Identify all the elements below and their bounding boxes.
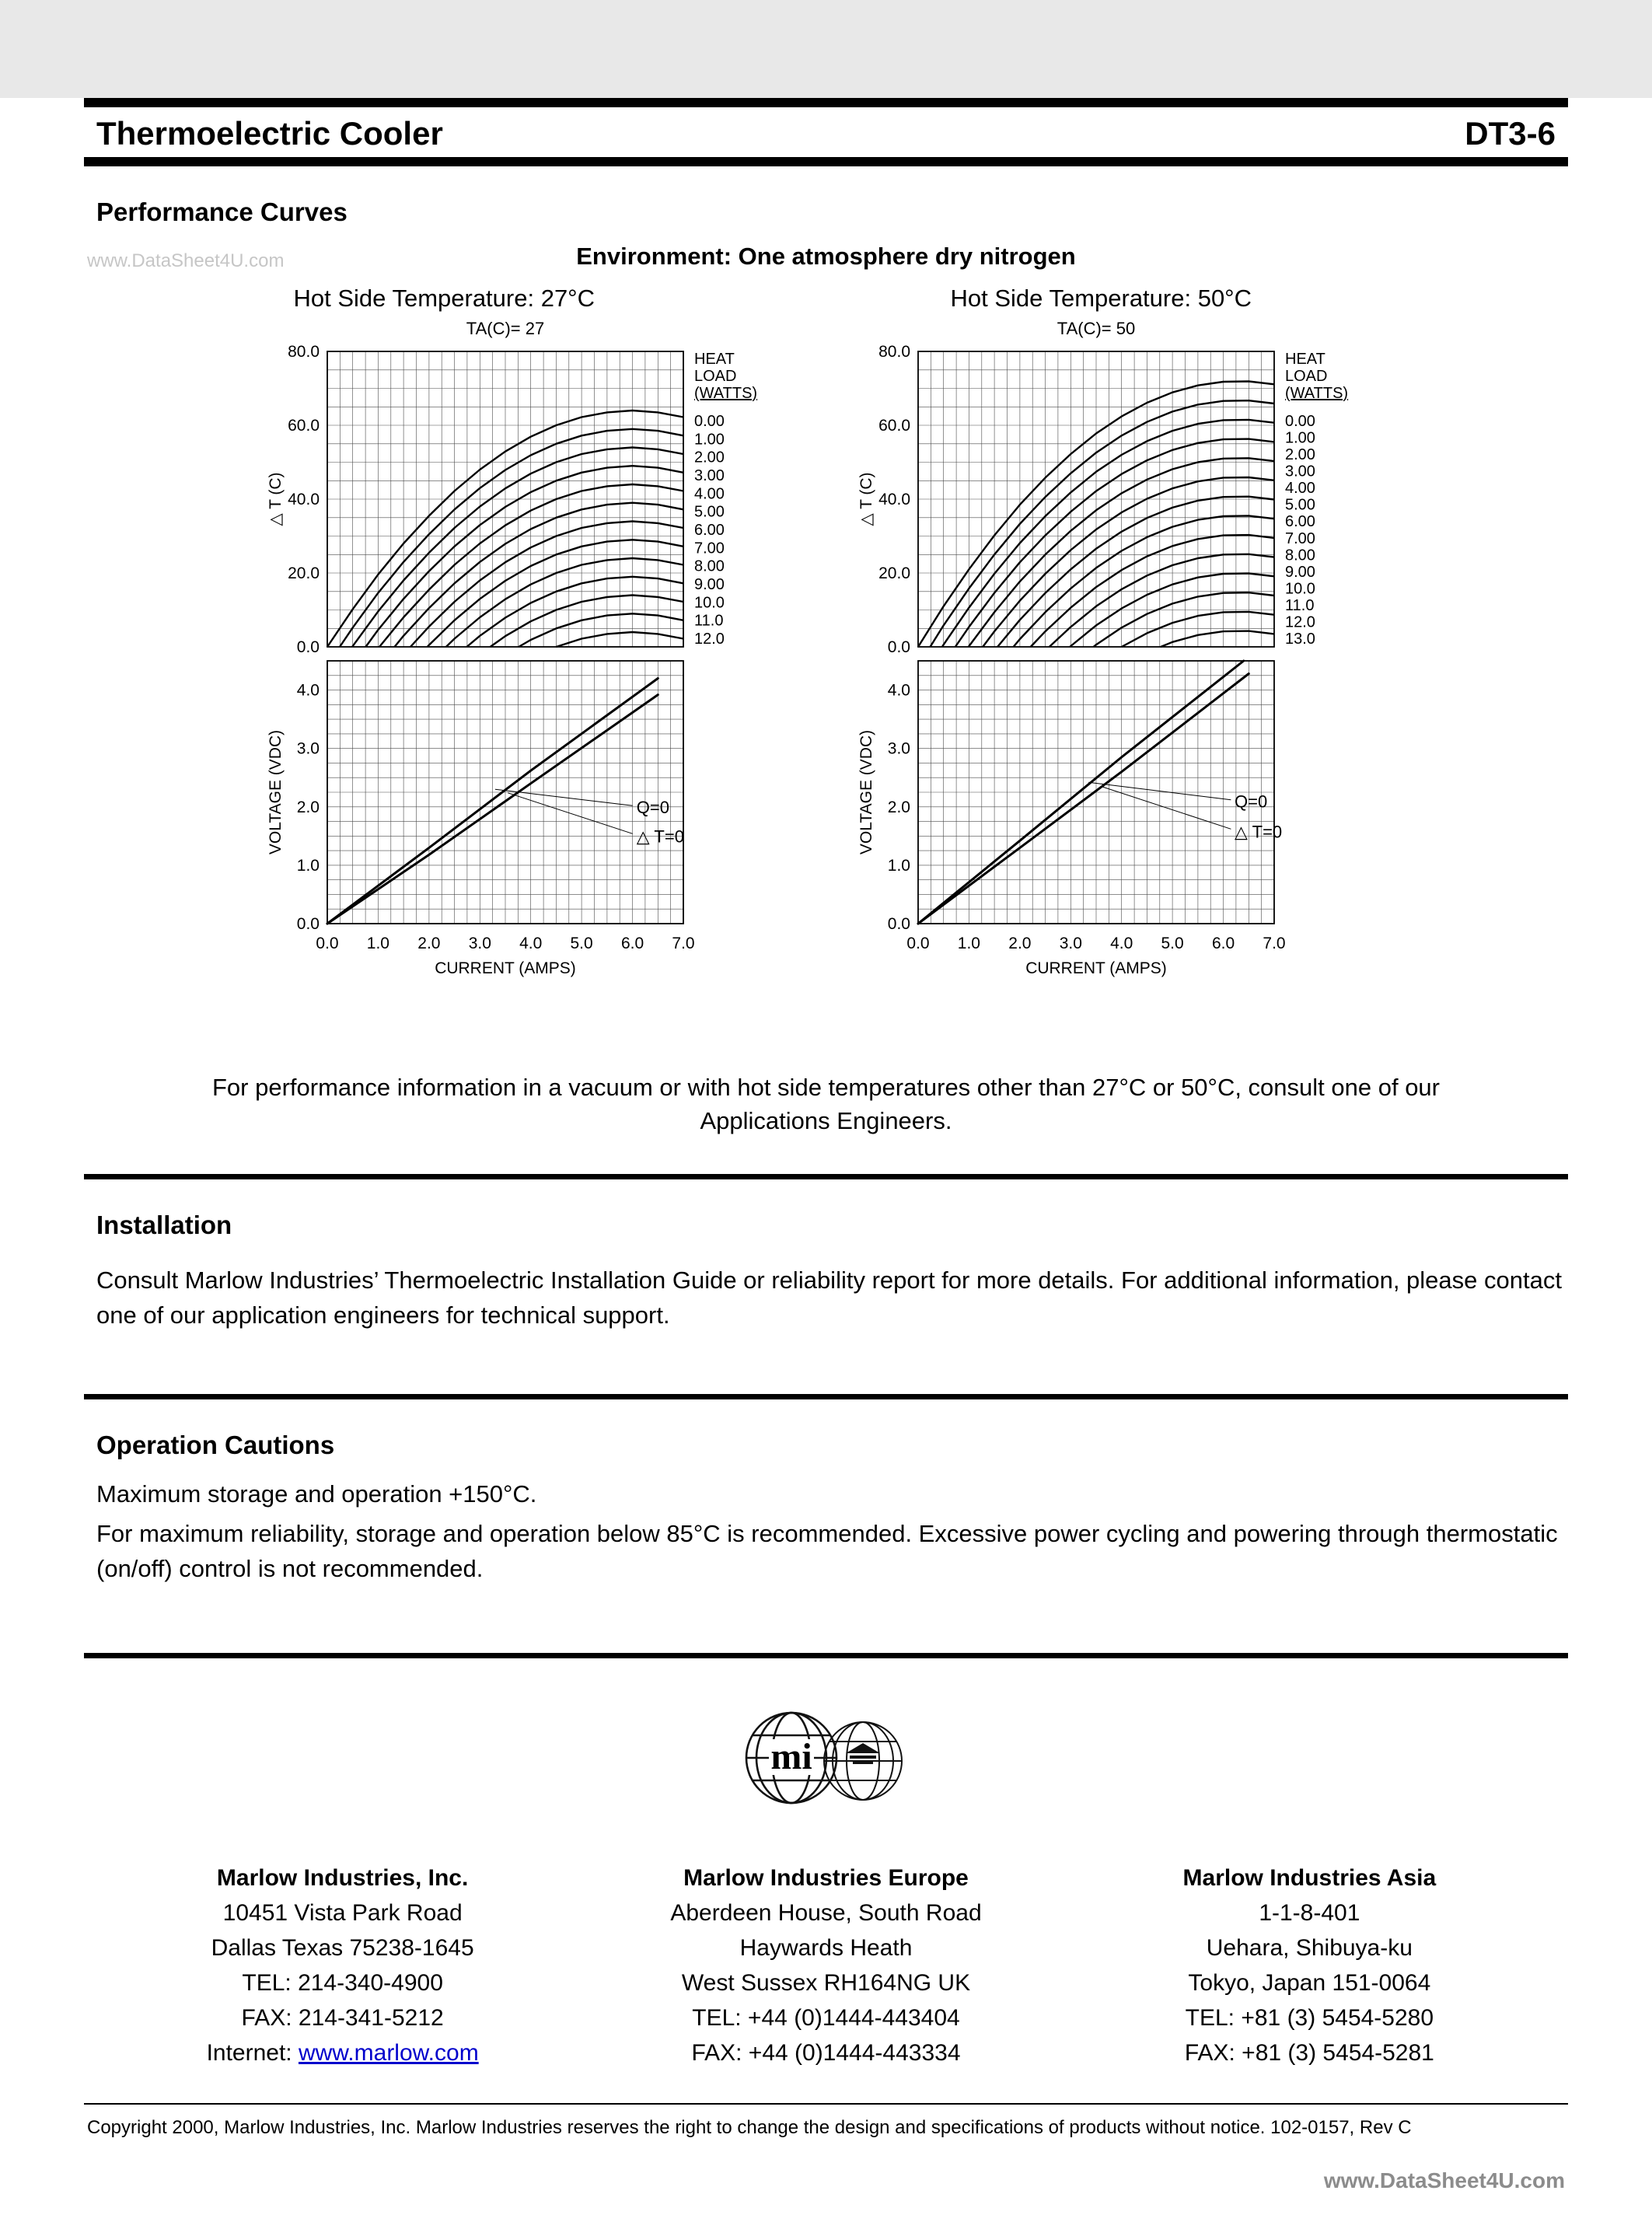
hot-side-label-27c: Hot Side Temperature: 27°C	[293, 285, 595, 312]
svg-text:6.0: 6.0	[620, 935, 644, 952]
performance-note-line2: Applications Engineers.	[700, 1107, 952, 1135]
cautions-line2: For maximum reliability, storage and operation below 85°C is recommended. Excessive power cycling and powering through thermostatic (on/off) control is not recommended.	[96, 1519, 1558, 1582]
legend-value: 1.00	[693, 431, 725, 449]
cautions-line1: Maximum storage and operation +150°C.	[96, 1480, 537, 1508]
company-internet-line	[115, 2035, 570, 2070]
legend-value: 4.00	[1284, 480, 1315, 498]
company-line: Tokyo, Japan 151-0064	[1188, 1970, 1431, 1997]
legend-value: 8.00	[1284, 547, 1315, 564]
legend-title-line: HEAT	[693, 351, 735, 368]
company-columns	[84, 1860, 1568, 2070]
company-line: West Sussex RH164NG UK	[681, 1970, 971, 1997]
legend-title-line: LOAD	[693, 368, 736, 385]
watermark-top: www.DataSheet4U.com	[87, 250, 285, 271]
header-rule-bottom	[84, 157, 1568, 166]
svg-text:0.0: 0.0	[887, 915, 910, 933]
chart-27c-svg-mount	[259, 316, 803, 1029]
logo-wrap	[84, 1694, 1568, 1826]
legend-value: 0.00	[1284, 413, 1315, 430]
legend-value: 5.00	[1284, 496, 1315, 514]
legend-value: 1.00	[1284, 429, 1315, 447]
legend-title-line: LOAD	[1284, 368, 1327, 385]
company-line: Uehara, Shibuya-ku	[1206, 1935, 1413, 1962]
svg-text:0.0: 0.0	[315, 935, 339, 952]
company-line: Haywards Heath	[739, 1935, 913, 1962]
company-line: TEL: +44 (0)1444-443404	[692, 2005, 960, 2032]
performance-note	[84, 1071, 1568, 1138]
svg-text:4.0: 4.0	[519, 935, 542, 952]
svg-text:80.0: 80.0	[287, 343, 320, 361]
chart-grid	[327, 351, 683, 924]
voltage-line-label: △ T=0	[1234, 822, 1282, 842]
header-rule-top	[84, 98, 1568, 107]
company-line: FAX: +44 (0)1444-443334	[691, 2040, 961, 2067]
chart-50c-svg-mount	[850, 316, 1394, 1029]
x-axis-title: CURRENT (AMPS)	[1025, 959, 1167, 977]
performance-chart-svg	[850, 316, 1386, 1025]
legend-value: 12.0	[1284, 613, 1315, 631]
svg-text:3.0: 3.0	[468, 935, 491, 952]
internet-label: Internet:	[206, 2040, 299, 2067]
svg-text:1.0: 1.0	[957, 935, 980, 952]
legend-value: 5.00	[693, 503, 725, 521]
cautions-rule	[84, 1394, 1568, 1399]
legend-value: 2.00	[1284, 446, 1315, 464]
chart-grid	[918, 351, 1274, 924]
svg-text:4.0: 4.0	[296, 681, 320, 700]
cautions-heading: Operation Cautions	[96, 1430, 335, 1459]
logo-right-globe	[824, 1722, 902, 1800]
company-column	[1082, 1860, 1537, 2070]
legend-value: 9.00	[693, 576, 725, 593]
voltage-line-label: Q=0	[1234, 791, 1267, 812]
legend-value: 8.00	[693, 557, 725, 575]
svg-text:0.0: 0.0	[887, 638, 910, 656]
company-line: TEL: 214-340-4900	[242, 1970, 443, 1997]
legend-value: 11.0	[693, 612, 723, 630]
marlow-website-link[interactable]: www.marlow.com	[298, 2040, 479, 2067]
performance-note-line1: For performance information in a vacuum or with hot side temperatures other than 27°C or 50°C, consult one of our	[211, 1074, 1441, 1101]
svg-text:60.0: 60.0	[878, 417, 910, 435]
legend-value: 10.0	[1284, 580, 1315, 598]
svg-text:80.0: 80.0	[878, 343, 910, 361]
voltage-axis-title: VOLTAGE (VDC)	[266, 729, 285, 855]
legend-value: 6.00	[1284, 513, 1315, 531]
performance-curves-heading: Performance Curves	[96, 197, 348, 226]
company-column	[599, 1860, 1053, 2070]
company-column	[115, 1860, 570, 2070]
datasheet-page	[0, 98, 1652, 2236]
environment-line: Environment: One atmosphere dry nitrogen	[576, 243, 1076, 270]
company-line: Dallas Texas 75238-1645	[211, 1935, 474, 1962]
svg-text:60.0: 60.0	[287, 417, 320, 435]
voltage-axis-title: VOLTAGE (VDC)	[857, 729, 875, 855]
delta-t-axis-title: △ T (C)	[857, 472, 875, 526]
company-line: FAX: 214-341-5212	[241, 2005, 444, 2032]
performance-chart-50c	[850, 275, 1394, 1029]
company-name: Marlow Industries Asia	[1182, 1865, 1437, 1892]
svg-text:5.0: 5.0	[569, 935, 593, 952]
svg-text:4.0: 4.0	[887, 681, 910, 700]
installation-heading: Installation	[96, 1210, 232, 1239]
svg-text:5.0: 5.0	[1160, 935, 1184, 952]
svg-text:7.0: 7.0	[671, 935, 695, 952]
svg-text:3.0: 3.0	[1059, 935, 1082, 952]
svg-text:0.0: 0.0	[296, 638, 320, 656]
hot-side-label-50c: Hot Side Temperature: 50°C	[950, 285, 1252, 312]
svg-text:1.0: 1.0	[366, 935, 389, 952]
company-line: 10451 Vista Park Road	[222, 1900, 463, 1927]
company-line: Aberdeen House, South Road	[670, 1900, 982, 1927]
x-axis-title: CURRENT (AMPS)	[434, 959, 576, 977]
legend-value: 2.00	[693, 449, 725, 466]
legend-value: 3.00	[1284, 463, 1315, 480]
marlow-logo	[729, 1694, 924, 1826]
svg-text:3.0: 3.0	[296, 739, 320, 758]
svg-text:20.0: 20.0	[878, 564, 910, 582]
footer-top-rule	[84, 1653, 1568, 1658]
legend-value: 0.00	[693, 413, 725, 430]
page-title: Thermoelectric Cooler	[96, 115, 443, 152]
company-line: TEL: +81 (3) 5454-5280	[1185, 2005, 1434, 2032]
svg-text:3.0: 3.0	[887, 739, 910, 758]
legend-value: 6.00	[693, 522, 725, 539]
svg-text:40.0: 40.0	[878, 491, 910, 508]
svg-text:1.0: 1.0	[887, 856, 910, 875]
legend-value: 7.00	[1284, 529, 1315, 547]
installation-rule	[84, 1174, 1568, 1179]
svg-text:7.0: 7.0	[1262, 935, 1286, 952]
charts-row	[84, 275, 1568, 1029]
performance-chart-27c	[259, 275, 803, 1029]
copyright-line: Copyright 2000, Marlow Industries, Inc. Marlow Industries reserves the right to change the design and specifications of products without notice. 102-0157, Rev C	[87, 2117, 1412, 2139]
label-leader-lines	[494, 789, 632, 833]
chart-title: TA(C)= 27	[466, 319, 544, 338]
legend-title-line: (WATTS)	[1284, 385, 1348, 402]
svg-text:0.0: 0.0	[296, 915, 320, 933]
legend-value: 4.00	[693, 485, 725, 503]
performance-chart-svg	[259, 316, 795, 1025]
installation-body: Consult Marlow Industries’ Thermoelectric Installation Guide or reliability report for more details. For additional information, please contact one of our application engineers for technical support.	[96, 1266, 1562, 1329]
svg-text:2.0: 2.0	[296, 798, 320, 816]
svg-text:40.0: 40.0	[287, 491, 320, 508]
delta-t-axis-title: △ T (C)	[266, 472, 285, 526]
svg-text:4.0: 4.0	[1109, 935, 1133, 952]
company-line: FAX: +81 (3) 5454-5281	[1184, 2040, 1434, 2067]
svg-text:0.0: 0.0	[906, 935, 930, 952]
svg-text:2.0: 2.0	[417, 935, 441, 952]
svg-text:6.0: 6.0	[1211, 935, 1235, 952]
company-name: Marlow Industries, Inc.	[216, 1865, 469, 1892]
svg-text:1.0: 1.0	[296, 856, 320, 875]
site-watermark: www.DataSheet4U.com	[1323, 2168, 1565, 2193]
legend-title-line: HEAT	[1284, 351, 1325, 368]
legend-value: 10.0	[693, 594, 725, 612]
company-line: 1-1-8-401	[1259, 1900, 1360, 1927]
header	[84, 107, 1568, 157]
copyright-rule	[84, 2103, 1568, 2105]
logo-mi-text: mi	[770, 1736, 812, 1778]
legend-value: 3.00	[693, 467, 725, 484]
legend-value: 13.0	[1284, 631, 1315, 648]
voltage-line-label: △ T=0	[636, 826, 684, 847]
company-name: Marlow Industries Europe	[683, 1865, 969, 1892]
legend-value: 7.00	[693, 540, 725, 557]
legend-value: 9.00	[1284, 563, 1315, 581]
part-number: DT3-6	[1465, 115, 1556, 152]
legend-value: 11.0	[1284, 596, 1314, 614]
chart-title: TA(C)= 50	[1057, 319, 1135, 338]
voltage-line-label: Q=0	[636, 797, 669, 817]
legend-value: 12.0	[693, 631, 725, 648]
svg-text:2.0: 2.0	[887, 798, 910, 816]
legend-title-line: (WATTS)	[693, 385, 757, 402]
svg-text:2.0: 2.0	[1008, 935, 1032, 952]
svg-text:20.0: 20.0	[287, 564, 320, 582]
